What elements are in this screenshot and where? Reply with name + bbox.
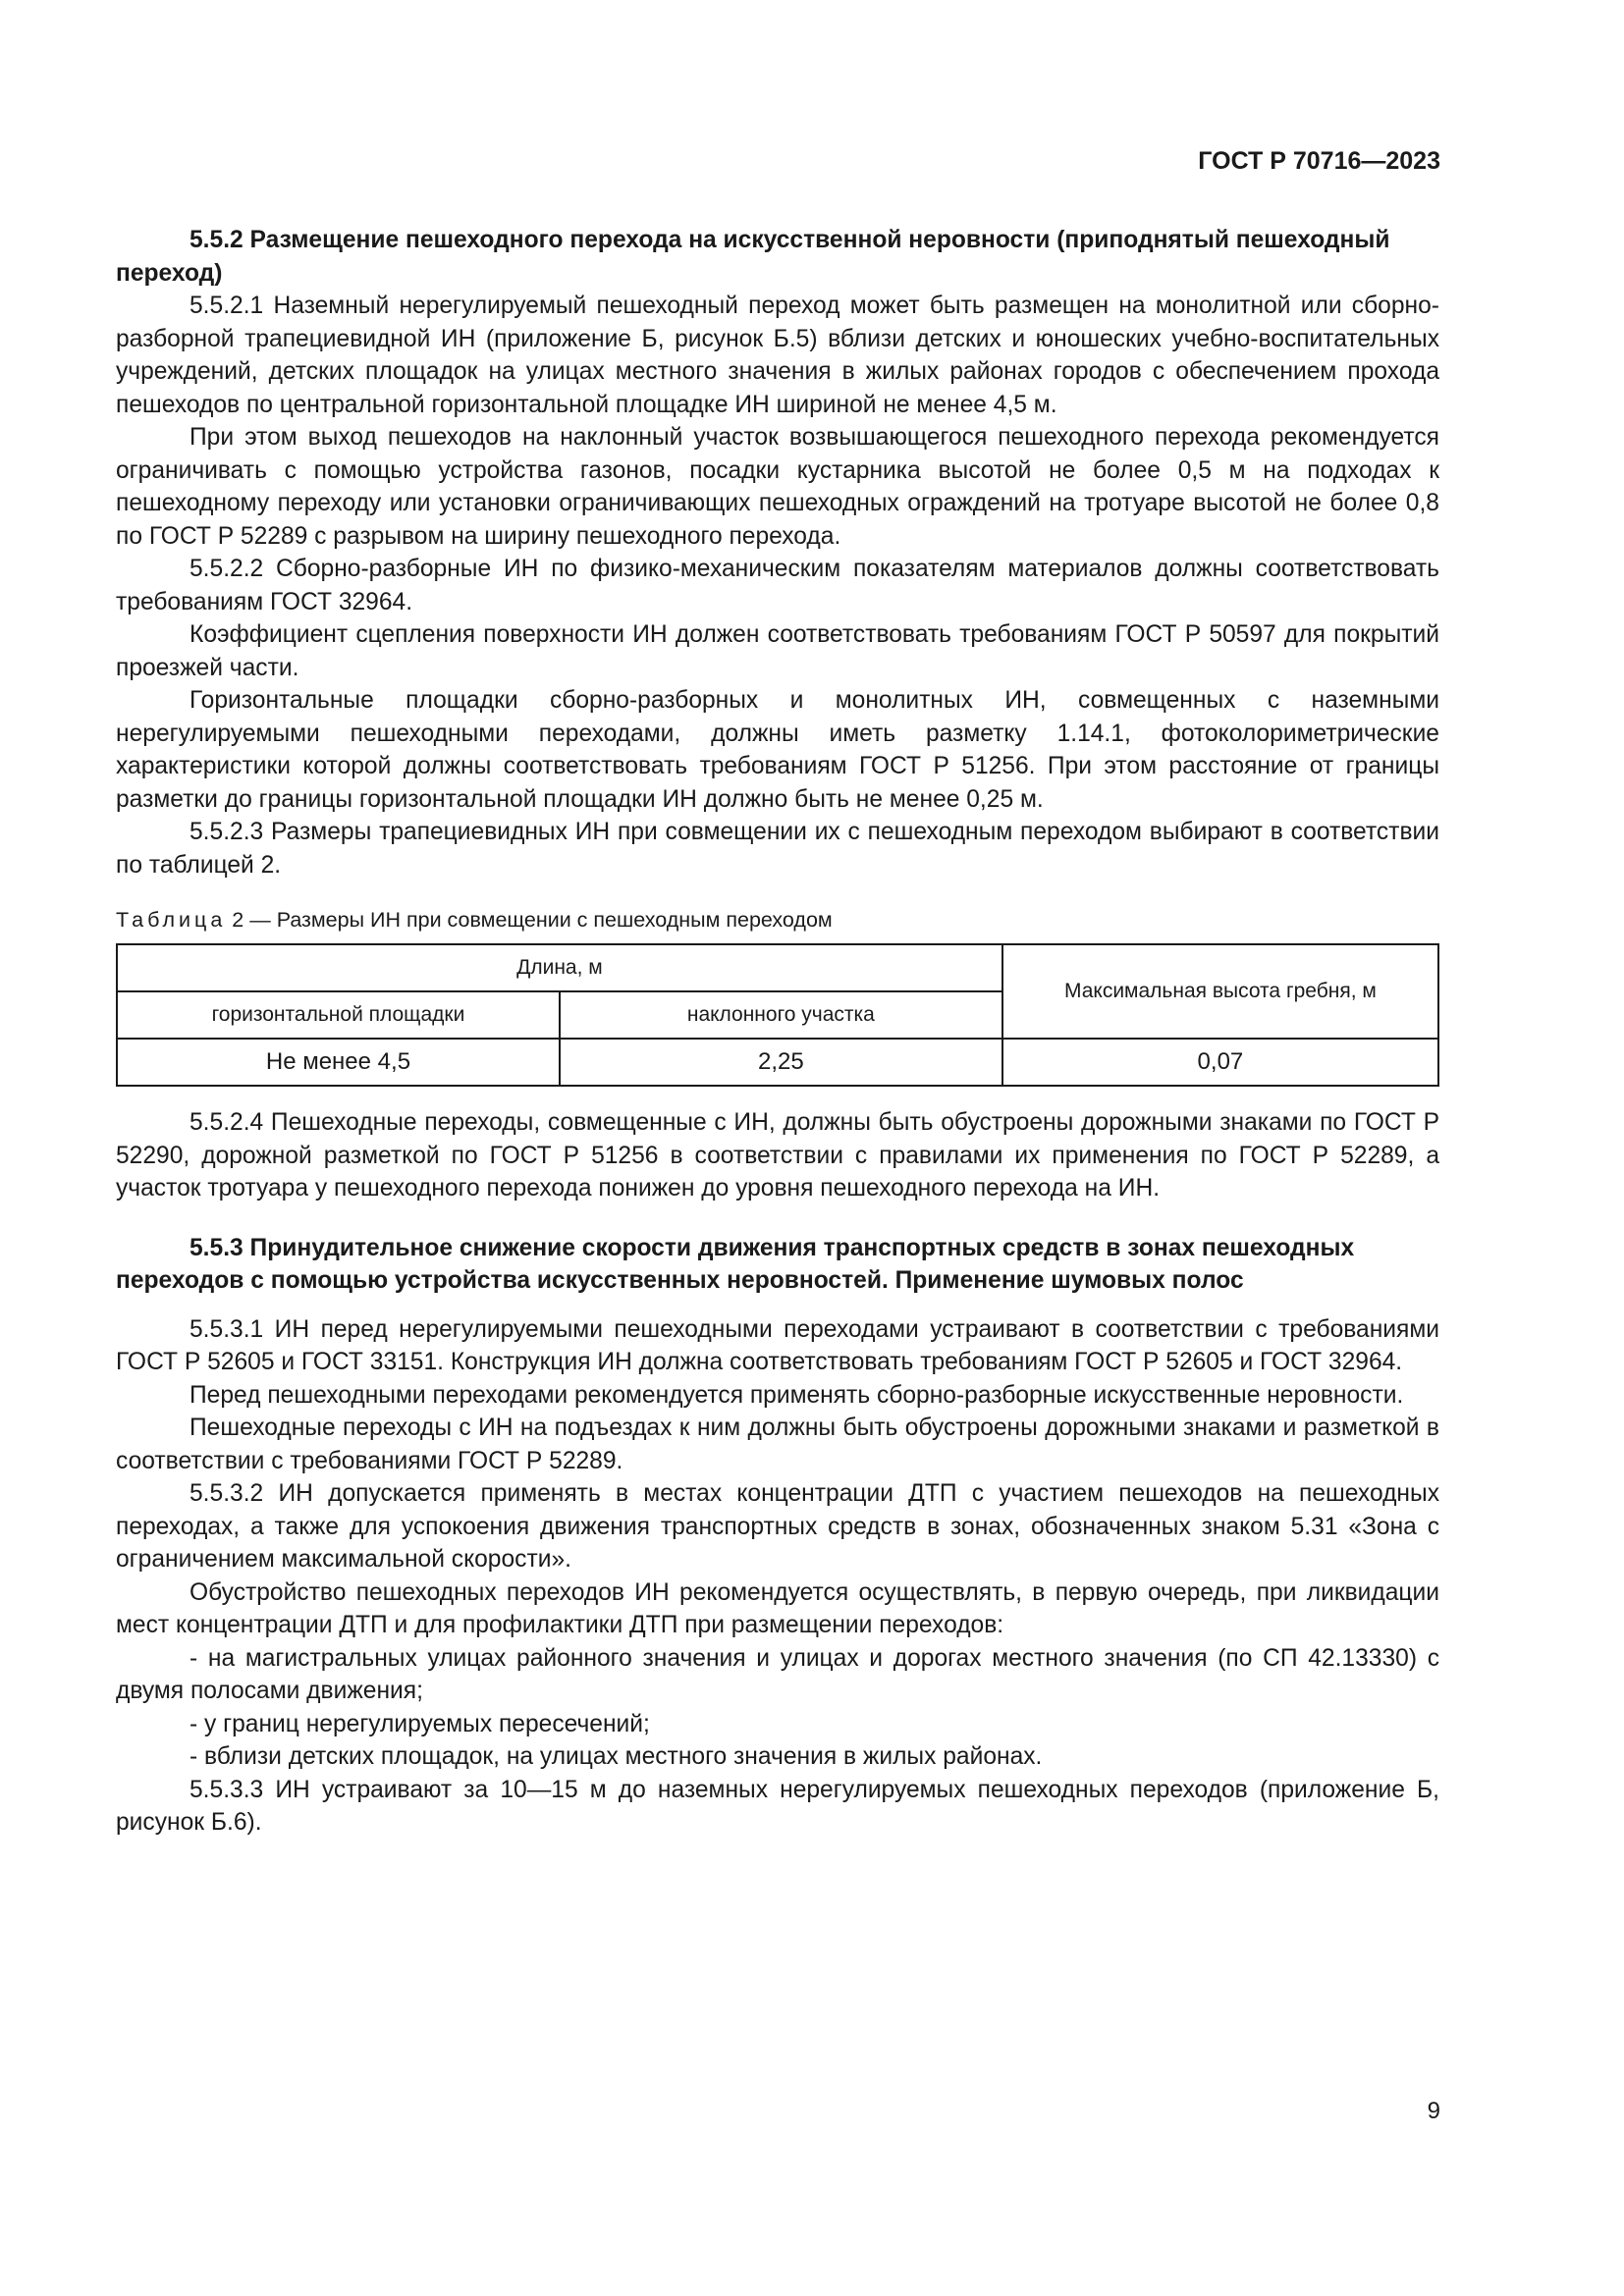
table-caption-text: 2 — Размеры ИН при совмещении с пешеходным переходом: [226, 908, 833, 932]
page-number: 9: [1427, 2098, 1440, 2124]
list-item: - на магистральных улицах районного значения и улицах и дорогах местного значения (по СП 42.13330) с двумя полосами движения;: [116, 1644, 1439, 1704]
paragraph: При этом выход пешеходов на наклонный участок возвышающегося пешеходного перехода рекомендуется ограничивать с помощью устройства газонов, посадки кустарника высотой не более 0,5 м на подходах к пешеходному переходу или установки ограничивающих пешеходных ограждений на тротуаре высотой не более 0,8 по ГОСТ Р 52289 с разрывом на ширину пешеходного перехода.: [116, 424, 1439, 550]
header-incline: наклонного участка: [560, 991, 1002, 1039]
table-row: [117, 1039, 1438, 1086]
table-caption-prefix: Таблица: [116, 908, 227, 932]
paragraph: 5.5.2.2 Сборно-разборные ИН по физико-механическим показателям материалов должны соответствовать требованиям ГОСТ 32964.: [116, 556, 1439, 615]
table-caption: [116, 905, 1439, 934]
header-horizontal: горизонтальной площадки: [117, 991, 560, 1039]
section-5-5-2-title: 5.5.2 Размещение пешеходного перехода на искусственной неровности (приподнятый пешеходный переход): [116, 227, 1390, 287]
table-cell: 0,07: [1002, 1039, 1438, 1086]
document-body: [116, 224, 1439, 1840]
paragraph: Обустройство пешеходных переходов ИН рекомендуется осуществлять, в первую очередь, при ликвидации мест концентрации ДТП и для профилактики ДТП при размещении переходов:: [116, 1578, 1439, 1638]
list-item: - у границ нерегулируемых пересечений;: [189, 1710, 650, 1737]
paragraph: 5.5.3.1 ИН перед нерегулируемыми пешеходными переходами устраивают в соответствии с требованиями ГОСТ Р 52605 и ГОСТ 33151. Конструкция ИН должна соответствовать требованиям ГОСТ Р 52605 и ГОСТ 32964.: [116, 1315, 1439, 1375]
section-5-5-3-title: 5.5.3 Принудительное снижение скорости движения транспортных средств в зонах пешеходных переходов с помощью устройства искусственных неровностей. Применение шумовых полос: [116, 1234, 1355, 1294]
list-item: - вблизи детских площадок, на улицах местного значения в жилых районах.: [189, 1743, 1043, 1770]
table-cell: Не менее 4,5: [117, 1039, 560, 1086]
paragraph: 5.5.3.3 ИН устраивают за 10—15 м до наземных нерегулируемых пешеходных переходов (приложение Б, рисунок Б.6).: [116, 1776, 1439, 1836]
paragraph: 5.5.3.2 ИН допускается применять в местах концентрации ДТП с участием пешеходов на пешеходных переходах, а также для успокоения движения транспортных средств в зонах, обозначенных знаком 5.31 «Зона с ограничением максимальной скорости».: [116, 1480, 1439, 1573]
paragraph: Горизонтальные площадки сборно-разборных и монолитных ИН, совмещенных с наземными нерегулируемыми пешеходными переходами, должны иметь разметку 1.14.1, фотоколориметрические характеристики которой должны соответствовать требованиям ГОСТ Р 51256. При этом расстояние от границы разметки до границы горизонтальной площадки ИН должно быть не менее 0,25 м.: [116, 687, 1439, 813]
header-length: Длина, м: [117, 944, 1002, 991]
paragraph: 5.5.2.3 Размеры трапециевидных ИН при совмещении их с пешеходным переходом выбирают в соответствии по таблицей 2.: [116, 819, 1439, 879]
paragraph: Перед пешеходными переходами рекомендуется применять сборно-разборные искусственные неровности.: [189, 1381, 1404, 1409]
dimensions-table: [116, 943, 1439, 1087]
paragraph: 5.5.2.4 Пешеходные переходы, совмещенные с ИН, должны быть обустроены дорожными знаками по ГОСТ Р 52290, дорожной разметкой по ГОСТ Р 51256 в соответствии с правилами их применения по ГОСТ Р 52289, а участок тротуара у пешеходного перехода понижен до уровня пешеходного перехода на ИН.: [116, 1109, 1439, 1201]
table-cell: 2,25: [560, 1039, 1002, 1086]
paragraph: Коэффициент сцепления поверхности ИН должен соответствовать требованиям ГОСТ Р 50597 для покрытий проезжей части.: [116, 621, 1439, 681]
document-id: ГОСТ Р 70716—2023: [1198, 147, 1440, 175]
paragraph: Пешеходные переходы с ИН на подъездах к ним должны быть обустроены дорожными знаками и разметкой в соответствии с требованиями ГОСТ Р 52289.: [116, 1415, 1439, 1474]
header-max-height: Максимальная высота гребня, м: [1002, 944, 1438, 1039]
paragraph: 5.5.2.1 Наземный нерегулируемый пешеходный переход может быть размещен на монолитной или сборно-разборной трапециевидной ИН (приложение Б, рисунок Б.5) вблизи детских и юношеских учебно-воспитательных учреждений, детских площадок на улицах местного значения в жилых районах городов с обеспечением прохода пешеходов по центральной горизонтальной площадке ИН шириной не менее 4,5 м.: [116, 293, 1439, 418]
